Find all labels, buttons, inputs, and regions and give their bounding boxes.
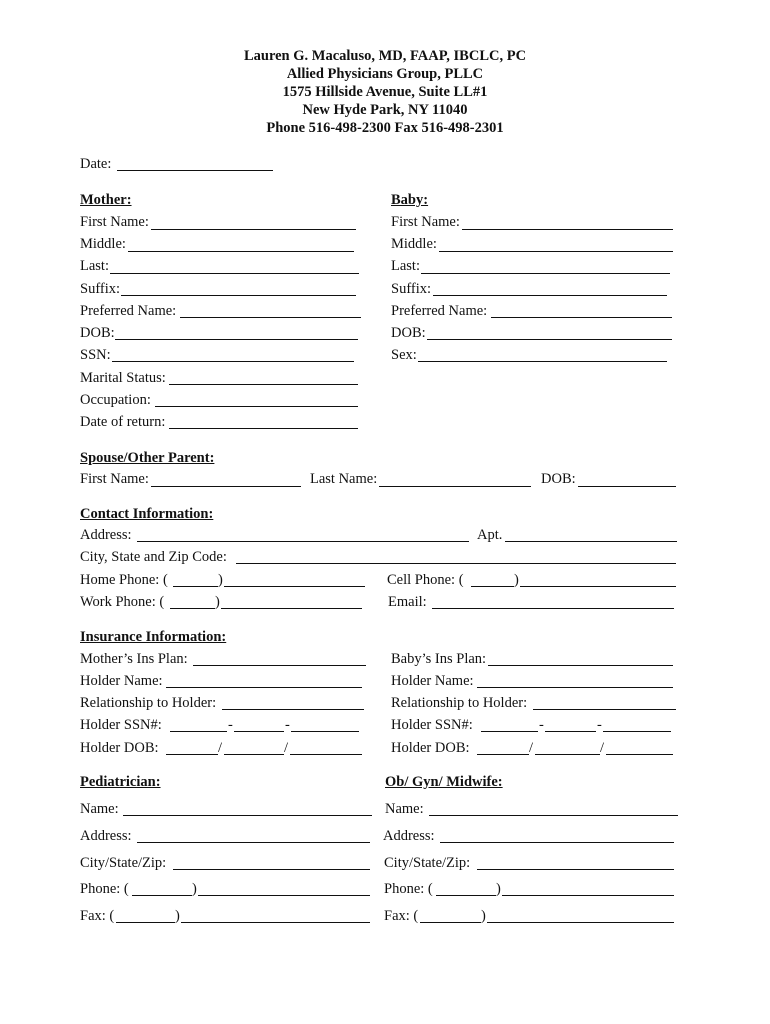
baby-first-name-label: First Name:	[391, 214, 460, 230]
mother-first-name-label: First Name:	[80, 214, 149, 230]
city-state-zip: New Hyde Park, NY 11040	[302, 102, 468, 118]
pediatrician-phone-number[interactable]	[198, 895, 370, 896]
home-phone-paren: )	[218, 572, 223, 588]
baby-holder-ssn-part1[interactable]	[481, 731, 538, 732]
mother-holder-dob-day[interactable]	[224, 754, 284, 755]
mother-dob-field[interactable]	[115, 339, 358, 340]
mother-first-name-field[interactable]	[151, 229, 356, 230]
mother-preferred-name-label: Preferred Name:	[80, 303, 177, 319]
spouse-first-name-label: First Name:	[80, 471, 149, 487]
pediatrician-city-state-zip-field[interactable]	[173, 869, 370, 870]
baby-sex-label: Sex:	[391, 347, 417, 363]
pediatrician-address-field[interactable]	[137, 842, 370, 843]
obgyn-city-state-zip-label: City/State/Zip:	[384, 855, 471, 871]
pediatrician-name-field[interactable]	[123, 815, 372, 816]
baby-ins-plan-field[interactable]	[488, 665, 673, 666]
baby-sex-field[interactable]	[418, 361, 667, 362]
baby-dob-label: DOB:	[391, 325, 426, 341]
pediatrician-city-state-zip-label: City/State/Zip:	[80, 855, 167, 871]
baby-holder-dob-day[interactable]	[535, 754, 600, 755]
mother-holder-ssn-part2[interactable]	[234, 731, 284, 732]
email-field[interactable]	[432, 608, 674, 609]
pediatrician-fax-label: Fax: (	[80, 908, 115, 924]
baby-holder-ssn-part3[interactable]	[603, 731, 671, 732]
obgyn-address-field[interactable]	[440, 842, 674, 843]
obgyn-name-label: Name:	[385, 801, 424, 817]
obgyn-fax-label: Fax: (	[384, 908, 419, 924]
baby-ssn-dash2: -	[597, 717, 602, 733]
home-phone-number-field[interactable]	[224, 586, 365, 587]
street-address: 1575 Hillside Avenue, Suite LL#1	[282, 84, 488, 100]
insurance-heading: Insurance Information:	[80, 629, 227, 645]
home-phone-area-code-field[interactable]	[173, 586, 218, 587]
cell-phone-paren: )	[514, 572, 519, 588]
mother-dob-label: DOB:	[80, 325, 115, 341]
mother-middle-field[interactable]	[128, 251, 354, 252]
mother-suffix-field[interactable]	[121, 295, 356, 296]
work-phone-area-code-field[interactable]	[170, 608, 215, 609]
obgyn-city-state-zip-field[interactable]	[477, 869, 674, 870]
baby-dob-slash1: /	[529, 740, 534, 756]
cell-phone-area-code-field[interactable]	[471, 586, 514, 587]
cell-phone-label: Cell Phone: (	[387, 572, 464, 588]
mother-marital-status-field[interactable]	[169, 384, 358, 385]
pediatrician-phone-area-code[interactable]	[132, 895, 192, 896]
practice-name: Lauren G. Macaluso, MD, FAAP, IBCLC, PC	[243, 48, 527, 64]
baby-suffix-label: Suffix:	[391, 281, 432, 297]
mother-dob-slash1: /	[218, 740, 223, 756]
cell-phone-number-field[interactable]	[520, 586, 676, 587]
spouse-last-name-label: Last Name:	[310, 471, 378, 487]
baby-holder-dob-month[interactable]	[477, 754, 529, 755]
baby-suffix-field[interactable]	[433, 295, 667, 296]
mother-ssn-dash2: -	[285, 717, 290, 733]
mother-heading: Mother:	[80, 192, 132, 208]
mother-preferred-name-field[interactable]	[180, 317, 361, 318]
obgyn-fax-area-code[interactable]	[420, 922, 481, 923]
pediatrician-phone-label: Phone: (	[80, 881, 129, 897]
contact-apt-label: Apt.	[477, 527, 503, 543]
baby-holder-name-field[interactable]	[477, 687, 673, 688]
spouse-dob-label: DOB:	[541, 471, 576, 487]
obgyn-fax-paren: )	[481, 908, 486, 924]
obgyn-phone-label: Phone: (	[384, 881, 433, 897]
contact-address-label: Address:	[80, 527, 132, 543]
obgyn-fax-number[interactable]	[487, 922, 674, 923]
contact-apt-field[interactable]	[505, 541, 677, 542]
spouse-dob-field[interactable]	[578, 486, 676, 487]
baby-dob-slash2: /	[600, 740, 605, 756]
pediatrician-fax-area-code[interactable]	[116, 922, 175, 923]
pediatrician-address-label: Address:	[80, 828, 132, 844]
obgyn-phone-paren: )	[496, 881, 501, 897]
mother-holder-dob-year[interactable]	[290, 754, 362, 755]
mother-last-label: Last:	[80, 258, 109, 274]
home-phone-label: Home Phone: (	[80, 572, 168, 588]
phone-fax: Phone 516-498-2300 Fax 516-498-2301	[266, 120, 504, 136]
baby-middle-label: Middle:	[391, 236, 437, 252]
contact-heading: Contact Information:	[80, 506, 214, 522]
date-field[interactable]	[117, 170, 273, 171]
baby-middle-field[interactable]	[439, 251, 673, 252]
mother-last-field[interactable]	[110, 273, 359, 274]
mother-middle-label: Middle:	[80, 236, 126, 252]
spouse-first-name-field[interactable]	[151, 486, 301, 487]
mother-ssn-field[interactable]	[112, 361, 354, 362]
pediatrician-fax-number[interactable]	[181, 922, 370, 923]
mother-holder-name-field[interactable]	[166, 687, 362, 688]
baby-first-name-field[interactable]	[462, 229, 673, 230]
mother-holder-name-label: Holder Name:	[80, 673, 163, 689]
spouse-last-name-field[interactable]	[379, 486, 531, 487]
baby-preferred-name-field[interactable]	[491, 317, 672, 318]
mother-ins-plan-label: Mother’s Ins Plan:	[80, 651, 188, 667]
mother-relationship-field[interactable]	[222, 709, 364, 710]
baby-holder-dob-year[interactable]	[606, 754, 673, 755]
mother-suffix-label: Suffix:	[80, 281, 121, 297]
mother-holder-dob-label: Holder DOB:	[80, 740, 159, 756]
contact-city-state-zip-label: City, State and Zip Code:	[80, 549, 227, 565]
baby-dob-field[interactable]	[427, 339, 672, 340]
mother-ssn-label: SSN:	[80, 347, 111, 363]
work-phone-paren: )	[215, 594, 220, 610]
obgyn-heading: Ob/ Gyn/ Midwife:	[385, 774, 503, 790]
baby-last-label: Last:	[391, 258, 420, 274]
pediatrician-fax-paren: )	[175, 908, 180, 924]
work-phone-number-field[interactable]	[221, 608, 362, 609]
mother-occupation-field[interactable]	[155, 406, 358, 407]
baby-ins-plan-label: Baby’s Ins Plan:	[391, 651, 487, 667]
obgyn-phone-number[interactable]	[502, 895, 674, 896]
baby-preferred-name-label: Preferred Name:	[391, 303, 488, 319]
baby-relationship-label: Relationship to Holder:	[391, 695, 528, 711]
contact-address-field[interactable]	[137, 541, 469, 542]
group-name: Allied Physicians Group, PLLC	[286, 66, 484, 82]
baby-relationship-field[interactable]	[533, 709, 676, 710]
mother-holder-ssn-label: Holder SSN#:	[80, 717, 162, 733]
pediatrician-heading: Pediatrician:	[80, 774, 161, 790]
mother-marital-status-label: Marital Status:	[80, 370, 166, 386]
mother-holder-ssn-part3[interactable]	[291, 731, 359, 732]
work-phone-label: Work Phone: (	[80, 594, 165, 610]
date-label: Date:	[80, 156, 112, 172]
pediatrician-phone-paren: )	[192, 881, 197, 897]
mother-holder-ssn-part1[interactable]	[170, 731, 227, 732]
baby-holder-dob-label: Holder DOB:	[391, 740, 470, 756]
baby-last-field[interactable]	[421, 273, 670, 274]
mother-relationship-label: Relationship to Holder:	[80, 695, 217, 711]
email-label: Email:	[388, 594, 427, 610]
mother-date-of-return-field[interactable]	[169, 428, 358, 429]
spouse-heading: Spouse/Other Parent:	[80, 450, 215, 466]
mother-ssn-dash1: -	[228, 717, 233, 733]
baby-holder-ssn-label: Holder SSN#:	[391, 717, 473, 733]
mother-occupation-label: Occupation:	[80, 392, 151, 408]
baby-heading: Baby:	[391, 192, 429, 208]
obgyn-name-field[interactable]	[429, 815, 678, 816]
baby-ssn-dash1: -	[539, 717, 544, 733]
contact-city-state-zip-field[interactable]	[236, 563, 676, 564]
baby-holder-name-label: Holder Name:	[391, 673, 474, 689]
pediatrician-name-label: Name:	[80, 801, 119, 817]
mother-date-of-return-label: Date of return:	[80, 414, 166, 430]
baby-holder-ssn-part2[interactable]	[545, 731, 596, 732]
obgyn-phone-area-code[interactable]	[436, 895, 496, 896]
mother-holder-dob-month[interactable]	[166, 754, 218, 755]
mother-ins-plan-field[interactable]	[193, 665, 366, 666]
mother-dob-slash2: /	[284, 740, 289, 756]
obgyn-address-label: Address:	[383, 828, 435, 844]
